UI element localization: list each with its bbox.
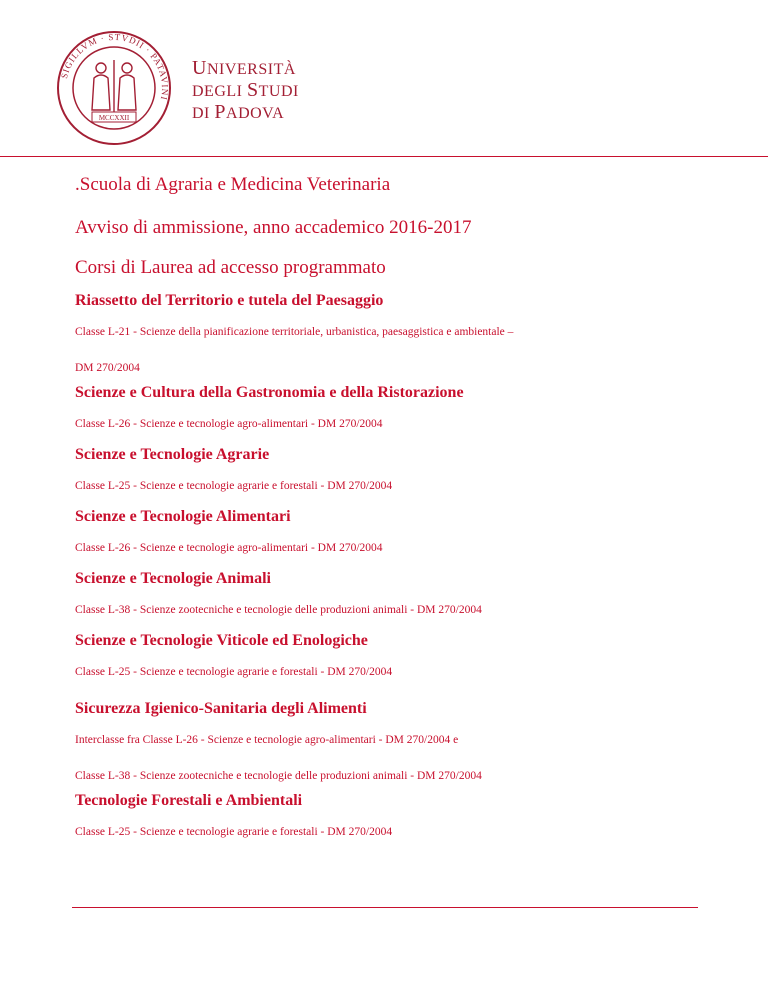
header-divider bbox=[0, 156, 768, 157]
course-name: Sicurezza Igienico-Sanitaria degli Alimenti bbox=[75, 700, 367, 717]
admission-notice-title: Avviso di ammissione, anno accademico 2016-2017 bbox=[75, 217, 472, 238]
university-name-line1: UNIVERSITÀ bbox=[192, 57, 296, 79]
courses-heading: Corsi di Laurea ad accesso programmato bbox=[75, 257, 386, 278]
course-name: Tecnologie Forestali e Ambientali bbox=[75, 792, 303, 809]
footer-divider bbox=[72, 907, 698, 908]
svg-text:SIGILLVM · STVDII · PATAVINI: SIGILLVM · STVDII · PATAVINI bbox=[58, 31, 171, 102]
course-name: Scienze e Tecnologie Alimentari bbox=[75, 508, 291, 525]
school-name: .Scuola di Agraria e Medicina Veterinaria bbox=[75, 174, 391, 195]
course-name: Scienze e Tecnologie Agrarie bbox=[75, 446, 270, 463]
course-class-line: DM 270/2004 bbox=[75, 362, 140, 374]
course-class-line: Classe L-26 - Scienze e tecnologie agro-alimentari - DM 270/2004 bbox=[75, 542, 383, 554]
course-class-line: Classe L-25 - Scienze e tecnologie agrarie e forestali - DM 270/2004 bbox=[75, 480, 393, 492]
course-name: Riassetto del Territorio e tutela del Paesaggio bbox=[75, 292, 384, 309]
page-header bbox=[0, 0, 768, 158]
course-class-line: Classe L-26 - Scienze e tecnologie agro-alimentari - DM 270/2004 bbox=[75, 418, 383, 430]
course-name: Scienze e Cultura della Gastronomia e della Ristorazione bbox=[75, 384, 464, 401]
course-name: Scienze e Tecnologie Animali bbox=[75, 570, 271, 587]
university-seal-icon bbox=[56, 30, 172, 146]
university-name-line2: DEGLI STUDI bbox=[192, 79, 299, 101]
course-class-line: Classe L-25 - Scienze e tecnologie agrarie e forestali - DM 270/2004 bbox=[75, 666, 393, 678]
university-name bbox=[192, 58, 299, 124]
course-class-line: Interclasse fra Classe L-26 - Scienze e tecnologie agro-alimentari - DM 270/2004 e bbox=[75, 734, 459, 746]
university-name-line3: DI PADOVA bbox=[192, 101, 285, 123]
course-class-line: Classe L-38 - Scienze zootecniche e tecnologie delle produzioni animali - DM 270/2004 bbox=[75, 604, 482, 616]
svg-text:MCCXXII: MCCXXII bbox=[98, 114, 130, 122]
course-name: Scienze e Tecnologie Viticole ed Enologiche bbox=[75, 632, 368, 649]
course-class-line: Classe L-21 - Scienze della pianificazione territoriale, urbanistica, paesaggistica e ambientale – bbox=[75, 326, 514, 338]
course-class-line: Classe L-38 - Scienze zootecniche e tecnologie delle produzioni animali - DM 270/2004 bbox=[75, 770, 482, 782]
course-class-line: Classe L-25 - Scienze e tecnologie agrarie e forestali - DM 270/2004 bbox=[75, 826, 393, 838]
